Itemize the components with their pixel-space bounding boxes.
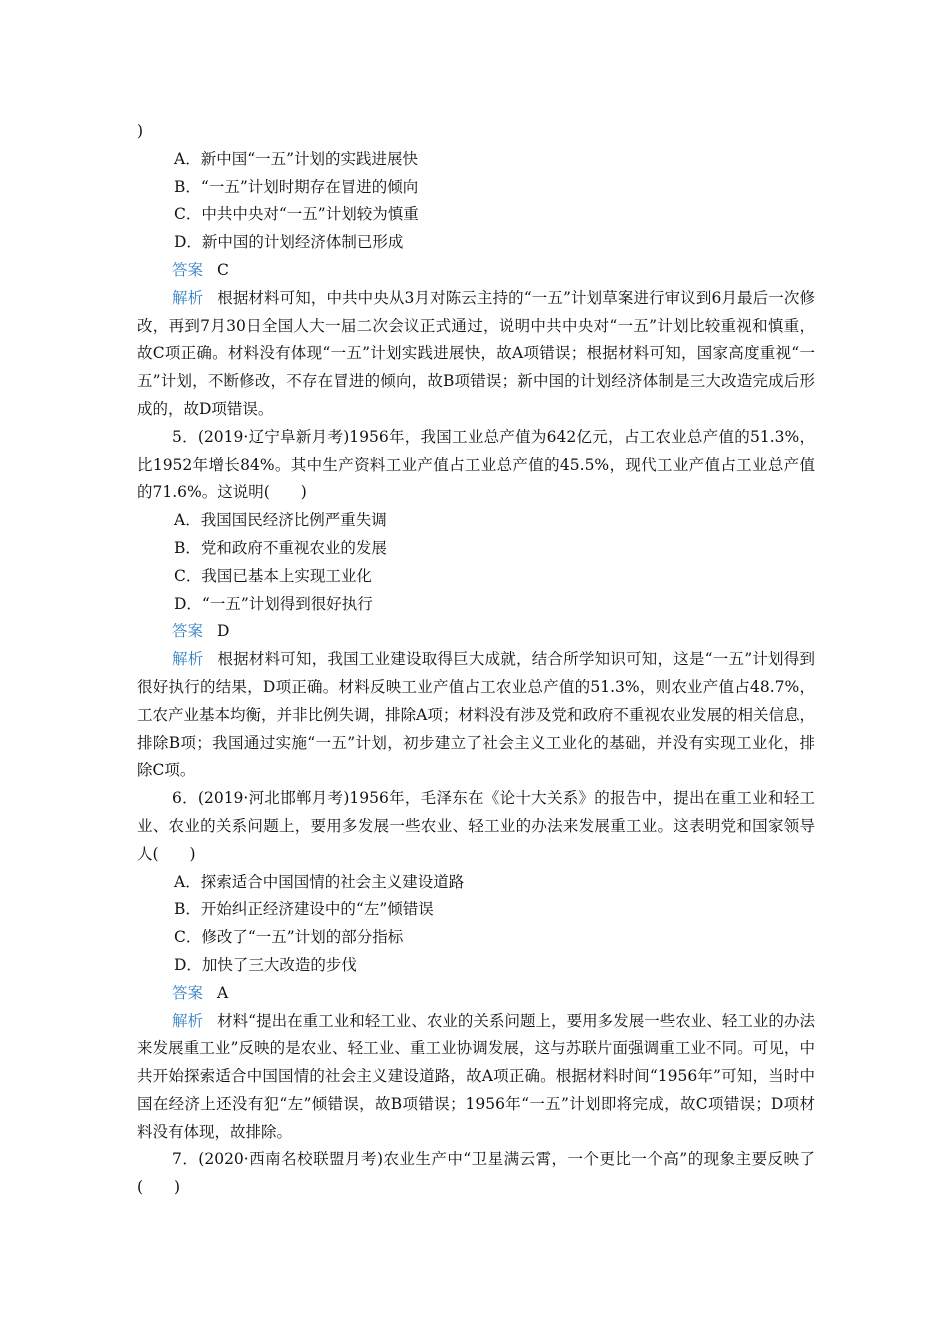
q5-answer-value: D (217, 622, 230, 641)
q4-analysis (137, 285, 815, 424)
analysis-label: 解析 (172, 650, 204, 669)
q5-analysis-text: 根据材料可知，我国工业建设取得巨大成就，结合所学知识可知，这是“一五”计划得到很好执行的结果，D项正确。材料反映工业产值占工农业总产值的51.3%，则农业产值占48.7%，工农产业基本均衡，并非比例失调，排除A项；材料没有涉及党和政府不重视农业发展的相关信息，排除B项；我国通过实施“一五”计划，初步建立了社会主义工业化的基础，并没有实现工业化，排除C项。 (137, 650, 815, 780)
answer-label: 答案 (172, 260, 204, 279)
q5-option-a: A．我国国民经济比例严重失调 (174, 511, 387, 530)
q6-option-c: C．修改了“一五”计划的部分指标 (174, 928, 404, 947)
answer-label: 答案 (172, 983, 204, 1002)
q6-option-b: B．开始纠正经济建设中的“左”倾错误 (174, 900, 434, 919)
q5-option-d: D．“一五”计划得到很好执行 (174, 594, 373, 613)
q4-option-b: B．“一五”计划时期存在冒进的倾向 (174, 177, 419, 196)
q4-answer (137, 257, 815, 285)
q6-analysis-text: 材料“提出在重工业和轻工业、农业的关系问题上，要用多发展一些农业、轻工业的办法来发展重工业”反映的是农业、轻工业、重工业协调发展，这与苏联片面强调重工业不同。可见，中共开始探索适合中国国情的社会主义建设道路，故A项正确。根据材料时间“1956年”可知，当时中国在经济上还没有犯“左”倾错误，故B项错误；1956年“一五”计划即将完成，故C项错误；D项材料没有体现，故排除。 (137, 1011, 815, 1141)
document-page (137, 118, 815, 1202)
q5-analysis (137, 646, 815, 785)
q5-option-c: C．我国已基本上实现工业化 (174, 566, 372, 585)
q4-analysis-text: 根据材料可知，中共中央从3月对陈云主持的“一五”计划草案进行审议到6月最后一次修改，再到7月30日全国人大一届二次会议正式通过，说明中共中央对“一五”计划比较重视和慎重，故C项正确。材料没有体现“一五”计划实践进展快，故A项错误；根据材料可知，国家高度重视“一五”计划，不断修改，不存在冒进的倾向，故B项错误；新中国的计划经济体制是三大改造完成后形成的，故D项错误。 (137, 288, 815, 418)
q5-option-b: B．党和政府不重视农业的发展 (174, 538, 387, 557)
analysis-label: 解析 (172, 1011, 204, 1030)
q4-option-c: C．中共中央对“一五”计划较为慎重 (174, 205, 419, 224)
q4-answer-value: C (217, 260, 229, 279)
q6-answer (137, 980, 815, 1008)
q7-stem: 7．(2020·西南名校联盟月考)农业生产中“卫星满云霄，一个更比一个高”的现象主要反映了( ) (137, 1150, 815, 1197)
q6-option-a: A．探索适合中国国情的社会主义建设道路 (174, 872, 465, 891)
q5-stem: 5．(2019·辽宁阜新月考)1956年，我国工业总产值为642亿元，占工农业总产值的51.3%，比1952年增长84%。其中生产资料工业产值占工业总产值的45.5%，现代工业产值占工业总产值的71.6%。这说明( ) (137, 427, 815, 502)
q4-stem-end: ) (137, 122, 144, 140)
q4-option-d: D．新中国的计划经济体制已形成 (174, 233, 404, 252)
q6-stem: 6．(2019·河北邯郸月考)1956年，毛泽东在《论十大关系》的报告中，提出在重工业和轻工业、农业的关系问题上，要用多发展一些农业、轻工业的办法来发展重工业。这表明党和国家领导人( ) (137, 789, 815, 863)
q6-option-d: D．加快了三大改造的步伐 (174, 955, 357, 974)
q4-option-a: A．新中国“一五”计划的实践进展快 (174, 149, 419, 168)
analysis-label: 解析 (172, 288, 204, 307)
q6-answer-value: A (217, 983, 229, 1002)
answer-label: 答案 (172, 622, 204, 641)
q5-answer (137, 618, 815, 646)
q6-analysis (137, 1008, 815, 1147)
